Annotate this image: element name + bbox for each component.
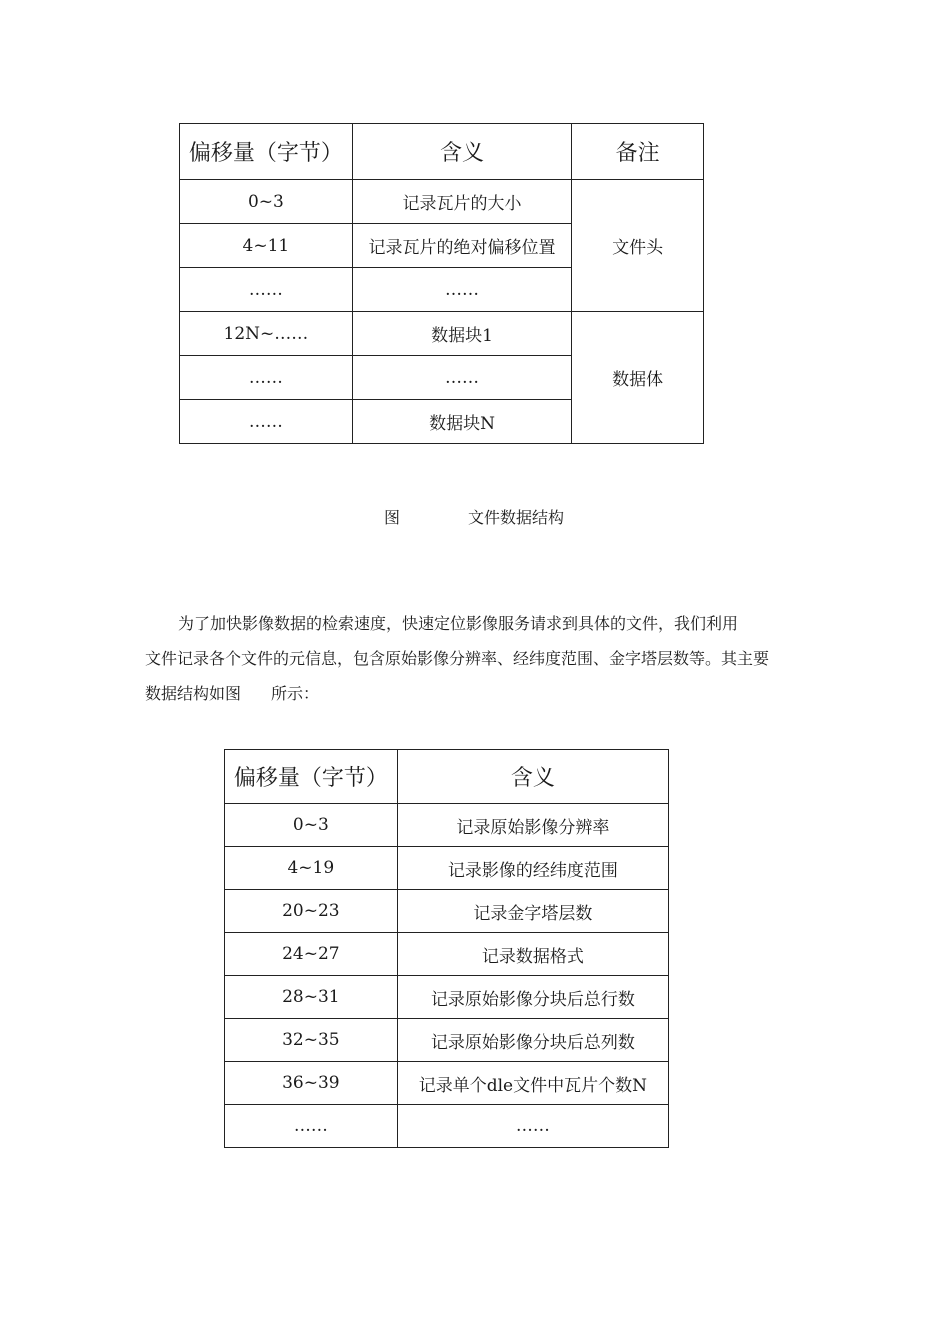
table-header-row xyxy=(225,750,669,804)
cell-meaning: 记录金字塔层数 xyxy=(397,890,668,933)
cell-meaning: 记录原始影像分辨率 xyxy=(397,804,668,847)
cell-offset: …… xyxy=(180,356,353,400)
cell-offset: 20~23 xyxy=(225,890,398,933)
table-row xyxy=(225,890,669,933)
table-row xyxy=(225,976,669,1019)
cell-offset: …… xyxy=(180,400,353,444)
table-row xyxy=(180,312,704,356)
cell-offset: 32~35 xyxy=(225,1019,398,1062)
body-paragraph xyxy=(145,606,825,711)
cell-meaning: 记录单个dle文件中瓦片个数N xyxy=(397,1062,668,1105)
header-meaning: 含义 xyxy=(397,750,668,804)
table-row xyxy=(225,1062,669,1105)
cell-meaning: …… xyxy=(352,268,572,312)
cell-offset: 0~3 xyxy=(180,180,353,224)
figure-caption-title: 文件数据结构 xyxy=(468,508,565,527)
cell-offset: …… xyxy=(225,1105,398,1148)
file-structure-table xyxy=(179,123,704,444)
cell-offset: 36~39 xyxy=(225,1062,398,1105)
index-structure-table xyxy=(224,749,669,1148)
cell-offset: 28~31 xyxy=(225,976,398,1019)
cell-offset: 0~3 xyxy=(225,804,398,847)
table-row xyxy=(225,804,669,847)
cell-meaning: 记录原始影像分块后总列数 xyxy=(397,1019,668,1062)
cell-meaning: 数据块N xyxy=(352,400,572,444)
header-offset: 偏移量（字节） xyxy=(180,124,353,180)
cell-meaning: …… xyxy=(352,356,572,400)
table-row xyxy=(180,180,704,224)
table-header-row xyxy=(180,124,704,180)
figure-caption-label: 图 xyxy=(384,508,401,527)
table-row xyxy=(225,847,669,890)
table-row xyxy=(225,933,669,976)
table-row xyxy=(225,1105,669,1148)
cell-meaning: 记录原始影像分块后总行数 xyxy=(397,976,668,1019)
paragraph-line: 文件记录各个文件的元信息，包含原始影像分辨率、经纬度范围、金字塔层数等。其主要 xyxy=(145,649,770,668)
cell-note-file-header: 文件头 xyxy=(572,180,704,312)
cell-meaning: 数据块1 xyxy=(352,312,572,356)
paragraph-text: 数据结构如图 xyxy=(145,684,242,703)
cell-offset: 4~11 xyxy=(180,224,353,268)
cell-note-data-body: 数据体 xyxy=(572,312,704,444)
cell-offset: 4~19 xyxy=(225,847,398,890)
cell-offset: …… xyxy=(180,268,353,312)
cell-meaning: 记录数据格式 xyxy=(397,933,668,976)
cell-meaning: 记录影像的经纬度范围 xyxy=(397,847,668,890)
cell-meaning: 记录瓦片的大小 xyxy=(352,180,572,224)
header-offset: 偏移量（字节） xyxy=(225,750,398,804)
cell-offset: 12N~…… xyxy=(180,312,353,356)
header-meaning: 含义 xyxy=(352,124,572,180)
cell-offset: 24~27 xyxy=(225,933,398,976)
paragraph-line xyxy=(145,676,825,711)
table-row xyxy=(225,1019,669,1062)
cell-meaning: …… xyxy=(397,1105,668,1148)
paragraph-text: 所示： xyxy=(271,684,320,703)
paragraph-line: 为了加快影像数据的检索速度，快速定位影像服务请求到具体的文件，我们利用 xyxy=(178,614,739,633)
header-note: 备注 xyxy=(572,124,704,180)
cell-meaning: 记录瓦片的绝对偏移位置 xyxy=(352,224,572,268)
